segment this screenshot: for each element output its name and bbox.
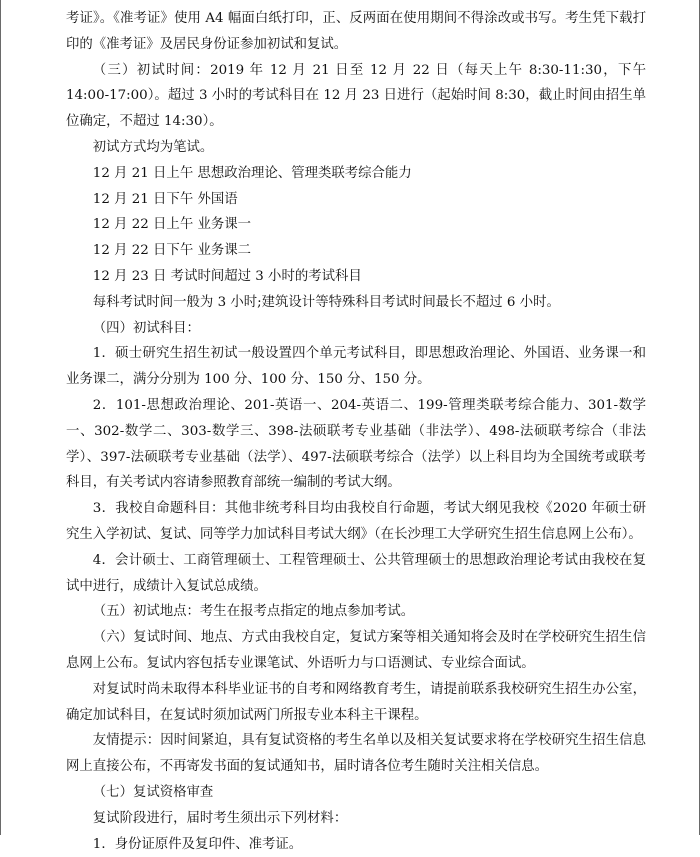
- paragraph: 对复试时尚未取得本科毕业证书的自考和网络教育考生，请提前联系我校研究生招生办公室，确定加试科目，在复试时须加试两门所报专业本科主干课程。: [66, 677, 646, 729]
- page-left-border: [0, 0, 1, 835]
- paragraph: 3．我校自命题科目：其他非统考科目均由我校自行命题，考试大纲见我校《2020 年硕士研究生入学初试、复试、同等学力加试科目考试大纲》（在长沙理工大学研究生招生信息网上公布）。: [66, 496, 646, 548]
- paragraph: 12 月 22 日下午 业务课二: [66, 238, 646, 264]
- paragraph: 12 月 22 日上午 业务课一: [66, 212, 646, 238]
- paragraph: （四）初试科目：: [66, 316, 646, 342]
- paragraph: 友情提示：因时间紧迫，具有复试资格的考生名单以及相关复试要求将在学校研究生招生信息网上直接公布，不再寄发书面的复试通知书，届时请各位考生随时关注相关信息。: [66, 728, 646, 780]
- paragraph: （六）复试时间、地点、方式由我校自定，复试方案等相关通知将会及时在学校研究生招生信息网上公布。复试内容包括专业课笔试、外语听力与口语测试、专业综合面试。: [66, 625, 646, 677]
- paragraph: 复试阶段进行，届时考生须出示下列材料：: [66, 806, 646, 832]
- paragraph: （五）初试地点：考生在报考点指定的地点参加考试。: [66, 599, 646, 625]
- paragraph: （三）初试时间：2019 年 12 月 21 日至 12 月 22 日（每天上午 8:30-11:30，下午 14:00-17:00）。超过 3 小时的考试科目在 12 月 23 日进行（起始时间 8:30，截止时间由招生单位确定，不超过 14:30）。: [66, 58, 646, 135]
- paragraph: 初试方式均为笔试。: [66, 135, 646, 161]
- paragraph: 2．101-思想政治理论、201-英语一、204-英语二、199-管理类联考综合能力、301-数学一、302-数学二、303-数学三、398-法硕联考专业基础（非法学）、498-法硕联考综合（非法学）、397-法硕联考专业基础（法学）、497-法硕联考综合（法学）以上科目均为全国统考或联考科目，有关考试内容请参照教育部统一编制的考试大纲。: [66, 393, 646, 496]
- document-body: [66, 6, 646, 857]
- paragraph: 每科考试时间一般为 3 小时;建筑设计等特殊科目考试时间最长不超过 6 小时。: [66, 290, 646, 316]
- paragraph: 12 月 21 日下午 外国语: [66, 187, 646, 213]
- paragraph: 考证》。《准考证》使用 A4 幅面白纸打印，正、反两面在使用期间不得涂改或书写。考生凭下载打印的《准考证》及居民身份证参加初试和复试。: [66, 6, 646, 58]
- paragraph: 1．硕士研究生招生初试一般设置四个单元考试科目，即思想政治理论、外国语、业务课一和业务课二，满分分别为 100 分、100 分、150 分、150 分。: [66, 341, 646, 393]
- paragraph: 12 月 23 日 考试时间超过 3 小时的考试科目: [66, 264, 646, 290]
- paragraph: （七）复试资格审查: [66, 780, 646, 806]
- paragraph: 4．会计硕士、工商管理硕士、工程管理硕士、公共管理硕士的思想政治理论考试由我校在复试中进行，成绩计入复试总成绩。: [66, 548, 646, 600]
- paragraph: 12 月 21 日上午 思想政治理论、管理类联考综合能力: [66, 161, 646, 187]
- paragraph: 1．身份证原件及复印件、准考证。: [66, 832, 646, 857]
